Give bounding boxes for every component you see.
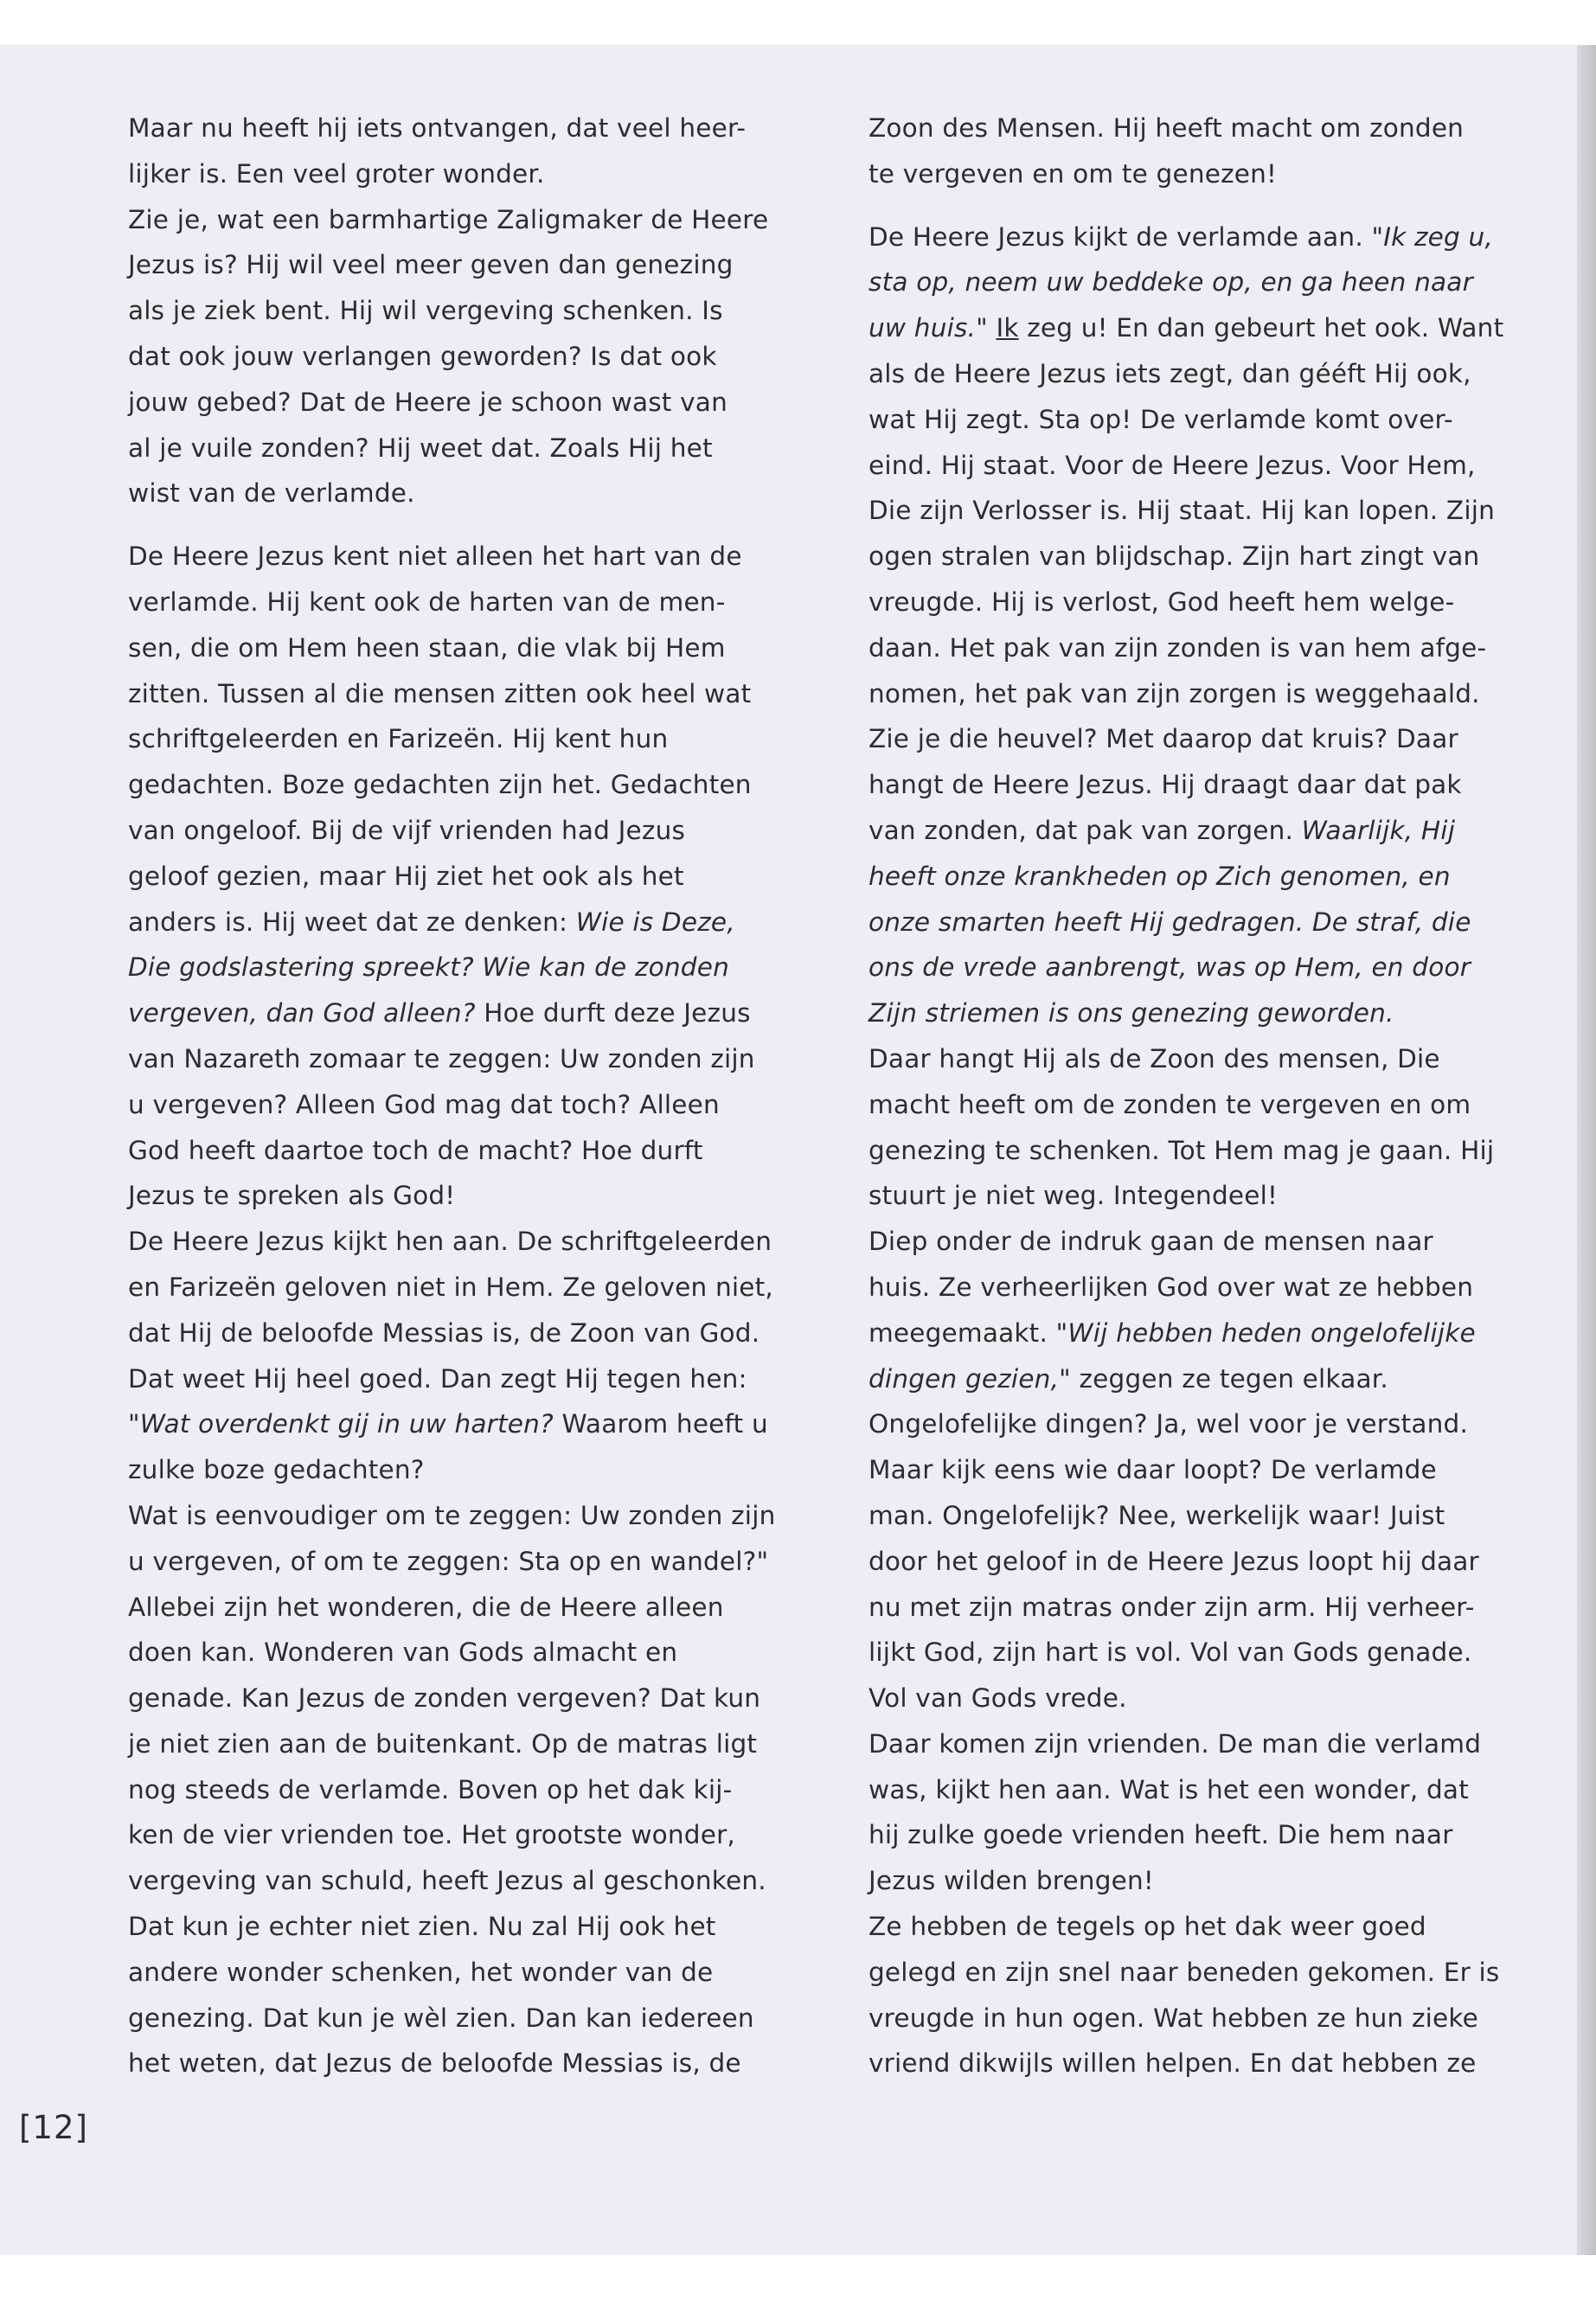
text-line: Maar nu heeft hij iets ontvangen, dat veel heer- <box>128 113 747 143</box>
text-line: wist van de verlamde. <box>128 478 415 509</box>
text-line <box>128 990 751 1036</box>
text-line: nog steeds de verlamde. Boven op het dak kij- <box>128 1774 733 1804</box>
text-line: Dat kun je echter niet zien. Nu zal Hij ook het <box>128 1912 716 1942</box>
text-line: al je vuile zonden? Hij weet dat. Zoals Hij het <box>128 433 713 463</box>
italic-quote: onze smarten heeft Hij gedragen. De straf, die <box>869 907 1471 937</box>
text-run: Hoe durft deze Jezus <box>475 998 751 1029</box>
text-line: genezing. Dat kun je wèl zien. Dan kan iedereen <box>128 2003 754 2033</box>
text-line: ken de vier vrienden toe. Het grootste wonder, <box>128 1820 735 1850</box>
text-line: geloof gezien, maar Hij ziet het ook als het <box>128 861 684 891</box>
text-line: Daar hangt Hij als de Zoon des mensen, Die <box>869 1043 1440 1074</box>
text-line: zitten. Tussen al die mensen zitten ook heel wat <box>128 678 752 708</box>
text-line: Maar kijk eens wie daar loopt? De verlamde <box>869 1455 1437 1485</box>
text-line: nu met zijn matras onder zijn arm. Hij verheer- <box>869 1592 1475 1622</box>
text-line: andere wonder schenken, het wonder van de <box>128 1957 714 1987</box>
text-line: Ongelofelijke dingen? Ja, wel voor je verstand. <box>869 1409 1469 1439</box>
text-line: te vergeven en om te genezen! <box>869 158 1278 189</box>
text-line: van Nazareth zomaar te zeggen: Uw zonden zijn <box>128 1043 755 1074</box>
italic-quote: uw huis." <box>869 313 988 343</box>
paragraph-gap <box>128 516 751 534</box>
text-line: dat ook jouw verlangen geworden? Is dat ook <box>128 341 717 371</box>
text-line <box>869 215 1494 260</box>
italic-quote: Waarlijk, Hij <box>1301 815 1456 845</box>
text-line: zulke boze gedachten? <box>128 1455 425 1485</box>
left-column <box>128 106 776 2086</box>
text-line <box>869 305 1504 351</box>
text-line: en Farizeën geloven niet in Hem. Ze geloven niet, <box>128 1272 773 1302</box>
italic-quote: Zijn striemen is ons genezing geworden. <box>869 998 1394 1029</box>
text-line: Daar komen zijn vrienden. De man die verlamd <box>869 1728 1482 1759</box>
italic-quote: heeft onze krankheden op Zich genomen, en <box>869 861 1451 891</box>
text-line: Zie je, wat een barmhartige Zaligmaker de Heere <box>128 204 769 234</box>
text-line: doen kan. Wonderen van Gods almacht en <box>128 1638 678 1668</box>
text-line: daan. Het pak van zijn zonden is van hem afge- <box>869 632 1487 663</box>
text-line: De Heere Jezus kent niet alleen het hart van de <box>128 542 742 572</box>
text-line <box>128 900 751 945</box>
page-edge-shadow <box>1577 45 1596 2255</box>
text-line: ogen stralen van blijdschap. Zijn hart zingt van <box>869 542 1480 572</box>
text-line: Wat is eenvoudiger om te zeggen: Uw zonden zijn <box>128 1500 776 1530</box>
text-line: Ze hebben de tegels op het dak weer goed <box>869 1912 1426 1942</box>
text-run: Waarom heeft u <box>553 1409 768 1439</box>
text-line: stuurt je niet weg. Integendeel! <box>869 1181 1278 1211</box>
text-line: Die zijn Verlosser is. Hij staat. Hij kan lopen. Zijn <box>869 496 1496 526</box>
text-line: hangt de Heere Jezus. Hij draagt daar dat pak <box>869 770 1462 800</box>
text-line: man. Ongelofelijk? Nee, werkelijk waar! Juist <box>869 1500 1445 1530</box>
text-run: van zonden, dat pak van zorgen. <box>869 815 1302 845</box>
right-column <box>869 106 1504 2086</box>
text-line: lijkt God, zijn hart is vol. Vol van Gods genade. <box>869 1638 1472 1668</box>
text-line: vriend dikwijls willen helpen. En dat hebben ze <box>869 2048 1477 2079</box>
text-line: hij zulke goede vrienden heeft. Die hem naar <box>869 1820 1453 1850</box>
text-line: als je ziek bent. Hij wil vergeving schenken. Is <box>128 296 723 326</box>
text-line: schriftgeleerden en Farizeën. Hij kent hun <box>128 724 669 754</box>
text-run: meegemaakt. <box>869 1317 1056 1348</box>
text-line: macht heeft om de zonden te vergeven en om <box>869 1089 1471 1119</box>
text-line: nomen, het pak van zijn zorgen is weggehaald. <box>869 678 1480 708</box>
text-line: huis. Ze verheerlijken God over wat ze hebben <box>869 1272 1474 1302</box>
text-line: verlamde. Hij kent ook de harten van de men- <box>128 586 726 617</box>
text-line: lijker is. Een veel groter wonder. <box>128 158 545 189</box>
italic-quote: dingen gezien," <box>869 1363 1071 1394</box>
text-line: Jezus te spreken als God! <box>128 1181 456 1211</box>
text-line: was, kijkt hen aan. Wat is het een wonder, dat <box>869 1774 1469 1804</box>
italic-quote: "Wij hebben heden ongelofelijke <box>1055 1317 1476 1348</box>
italic-quote: sta op, neem uw beddeke op, en ga heen naar <box>869 267 1473 298</box>
text-line: De Heere Jezus kijkt hen aan. De schriftgeleerden <box>128 1227 772 1257</box>
italic-quote: "Wat overdenkt gij in uw harten? <box>128 1409 554 1439</box>
underlined-word: Ik <box>996 313 1019 343</box>
text-run: zeggen ze tegen elkaar. <box>1070 1363 1388 1394</box>
text-line: u vergeven, of om te zeggen: Sta op en wandel?" <box>128 1546 769 1576</box>
text-line: gelegd en zijn snel naar beneden gekomen. Er is <box>869 1957 1500 1987</box>
text-line: sen, die om Hem heen staan, die vlak bij Hem <box>128 632 726 663</box>
text-line: Jezus is? Hij wil veel meer geven dan genezing <box>128 250 734 280</box>
text-line: door het geloof in de Heere Jezus loopt hij daar <box>869 1546 1479 1576</box>
text-line <box>869 1311 1491 1356</box>
text-line: vreugde. Hij is verlost, God heeft hem welge- <box>869 586 1455 617</box>
text-run: De Heere Jezus kijkt de verlamde aan. <box>869 221 1372 252</box>
text-run: anders is. Hij weet dat ze denken: <box>128 907 576 937</box>
text-line <box>869 1356 1491 1402</box>
italic-quote: vergeven, dan God alleen? <box>128 998 476 1029</box>
text-line: van ongeloof. Bij de vijf vrienden had Jezus <box>128 815 686 845</box>
italic-quote: "Ik zeg u, <box>1371 221 1494 252</box>
text-line: God heeft daartoe toch de macht? Hoe durft <box>128 1135 703 1165</box>
italic-quote: ons de vrede aanbrengt, was op Hem, en door <box>869 952 1471 983</box>
text-line: Dat weet Hij heel goed. Dan zegt Hij tegen hen: <box>128 1363 747 1394</box>
text-line: u vergeven? Alleen God mag dat toch? Alleen <box>128 1089 720 1119</box>
text-line: Vol van Gods vrede. <box>869 1683 1127 1714</box>
text-line: jouw gebed? Dat de Heere je schoon wast van <box>128 387 727 417</box>
text-line: je niet zien aan de buitenkant. Op de matras ligt <box>128 1728 758 1759</box>
text-line: genezing te schenken. Tot Hem mag je gaan. Hij <box>869 1135 1495 1165</box>
text-line: Jezus wilden brengen! <box>869 1866 1154 1896</box>
text-line: als de Heere Jezus iets zegt, dan gééft Hij ook, <box>869 358 1471 388</box>
text-line: dat Hij de beloofde Messias is, de Zoon van God. <box>128 1317 760 1348</box>
text-line: wat Hij zegt. Sta op! De verlamde komt over- <box>869 404 1453 434</box>
italic-quote: Wie is Deze, <box>575 907 735 937</box>
text-line: Allebei zijn het wonderen, die de Heere alleen <box>128 1592 724 1622</box>
paragraph-gap <box>869 197 1491 215</box>
text-line: Diep onder de indruk gaan de mensen naar <box>869 1227 1433 1257</box>
text-line <box>128 1401 768 1447</box>
text-line <box>869 808 1491 854</box>
text-line: Zoon des Mensen. Hij heeft macht om zonden <box>869 113 1465 143</box>
text-run: zeg u! En dan gebeurt het ook. Want <box>1018 313 1504 343</box>
page-number: [12] <box>19 2109 88 2146</box>
text-line: vreugde in hun ogen. Wat hebben ze hun zieke <box>869 2003 1478 2033</box>
text-line: het weten, dat Jezus de beloofde Messias is, de <box>128 2048 741 2079</box>
text-line: eind. Hij staat. Voor de Heere Jezus. Voor Hem, <box>869 450 1476 480</box>
text-line: vergeving van schuld, heeft Jezus al geschonken. <box>128 1866 766 1896</box>
italic-quote: Die godslastering spreekt? Wie kan de zonden <box>128 952 729 983</box>
text-line: Zie je die heuvel? Met daarop dat kruis? Daar <box>869 724 1458 754</box>
text-line: genade. Kan Jezus de zonden vergeven? Dat kun <box>128 1683 761 1714</box>
text-line: gedachten. Boze gedachten zijn het. Gedachten <box>128 770 752 800</box>
